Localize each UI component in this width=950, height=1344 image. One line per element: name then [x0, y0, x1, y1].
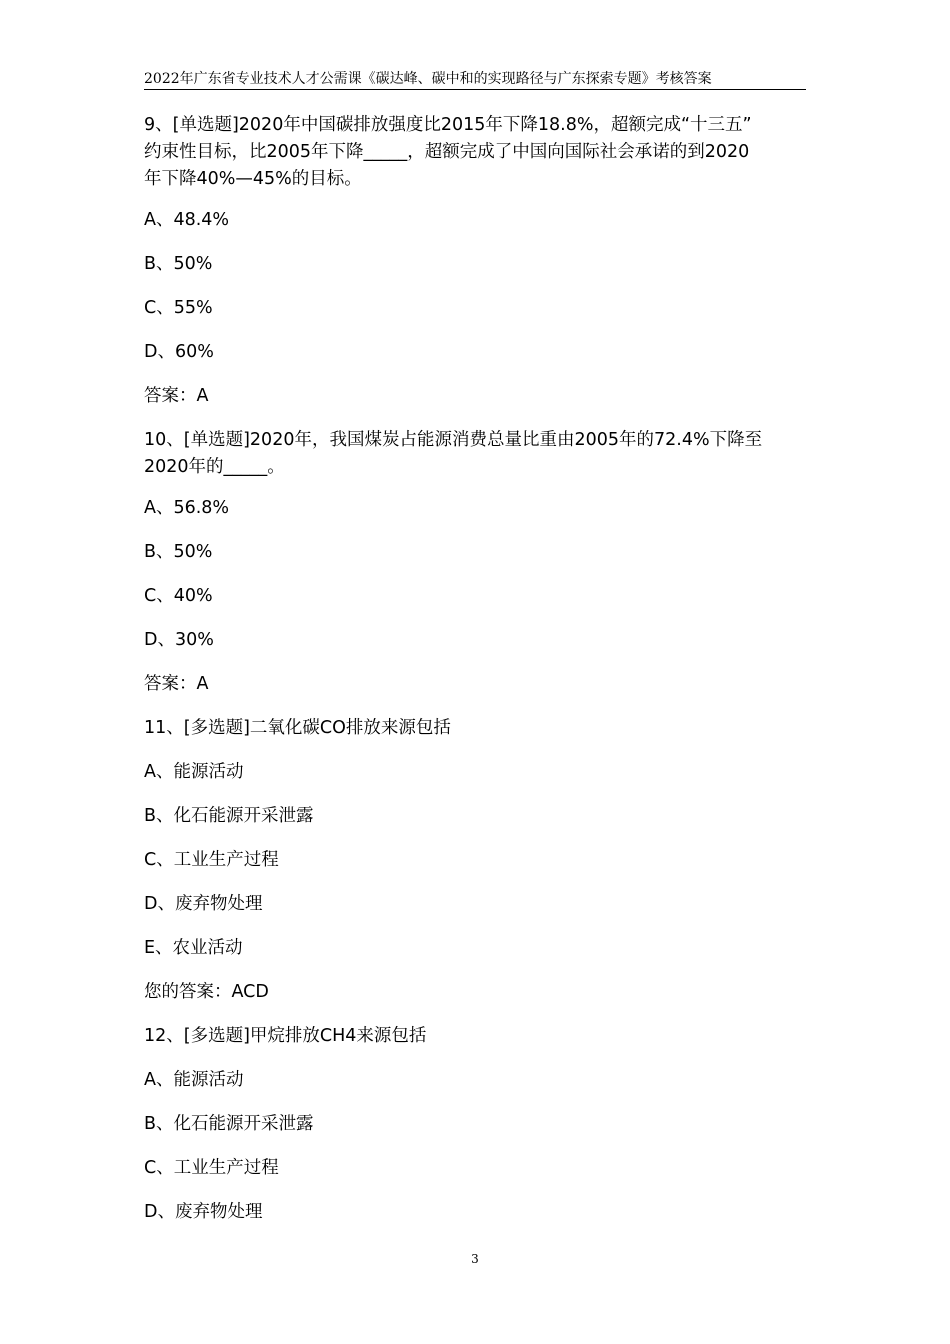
- option-d: D、30%: [144, 630, 214, 650]
- option-d: D、60%: [144, 342, 214, 362]
- question-stem: [144, 112, 806, 193]
- page-number: 3: [471, 1252, 479, 1266]
- answer: 答案：A: [144, 674, 209, 694]
- option-e: E、农业活动: [144, 938, 243, 958]
- option-a: A、能源活动: [144, 1070, 244, 1090]
- question-line: 2020年的_____。: [144, 457, 285, 477]
- option-b: B、化石能源开采泄露: [144, 1114, 314, 1134]
- option-c: C、55%: [144, 298, 213, 318]
- option-c: C、40%: [144, 586, 213, 606]
- question-9: [144, 112, 806, 410]
- option-d: D、废弃物处理: [144, 1202, 263, 1222]
- option-b: B、化石能源开采泄露: [144, 806, 314, 826]
- option-b: B、50%: [144, 254, 213, 274]
- question-12: [144, 1023, 806, 1226]
- option-a: A、48.4%: [144, 210, 230, 230]
- question-11: [144, 715, 806, 1006]
- option-c: C、工业生产过程: [144, 850, 279, 870]
- option-a: A、56.8%: [144, 498, 230, 518]
- question-line: 约束性目标，比2005年下降_____，超额完成了中国向国际社会承诺的到2020: [144, 142, 750, 162]
- page-header: 2022年广东省专业技术人才公需课《碳达峰、碳中和的实现路径与广东探索专题》考核答案: [144, 70, 806, 90]
- option-d: D、废弃物处理: [144, 894, 263, 914]
- question-stem: 11、[多选题]二氧化碳CO排放来源包括: [144, 718, 451, 738]
- option-a: A、能源活动: [144, 762, 244, 782]
- document-body: [144, 112, 806, 1243]
- option-c: C、工业生产过程: [144, 1158, 279, 1178]
- answer: 答案：A: [144, 386, 209, 406]
- question-line: 年下降40%—45%的目标。: [144, 169, 362, 189]
- question-10: [144, 427, 806, 698]
- question-line: 10、[单选题]2020年，我国煤炭占能源消费总量比重由2005年的72.4%下降至: [144, 430, 763, 450]
- your-answer: 您的答案：ACD: [144, 982, 269, 1002]
- question-stem: [144, 427, 806, 481]
- question-stem: 12、[多选题]甲烷排放CH4来源包括: [144, 1026, 427, 1046]
- option-b: B、50%: [144, 542, 213, 562]
- question-line: 9、[单选题]2020年中国碳排放强度比2015年下降18.8%，超额完成“十三五”: [144, 115, 752, 135]
